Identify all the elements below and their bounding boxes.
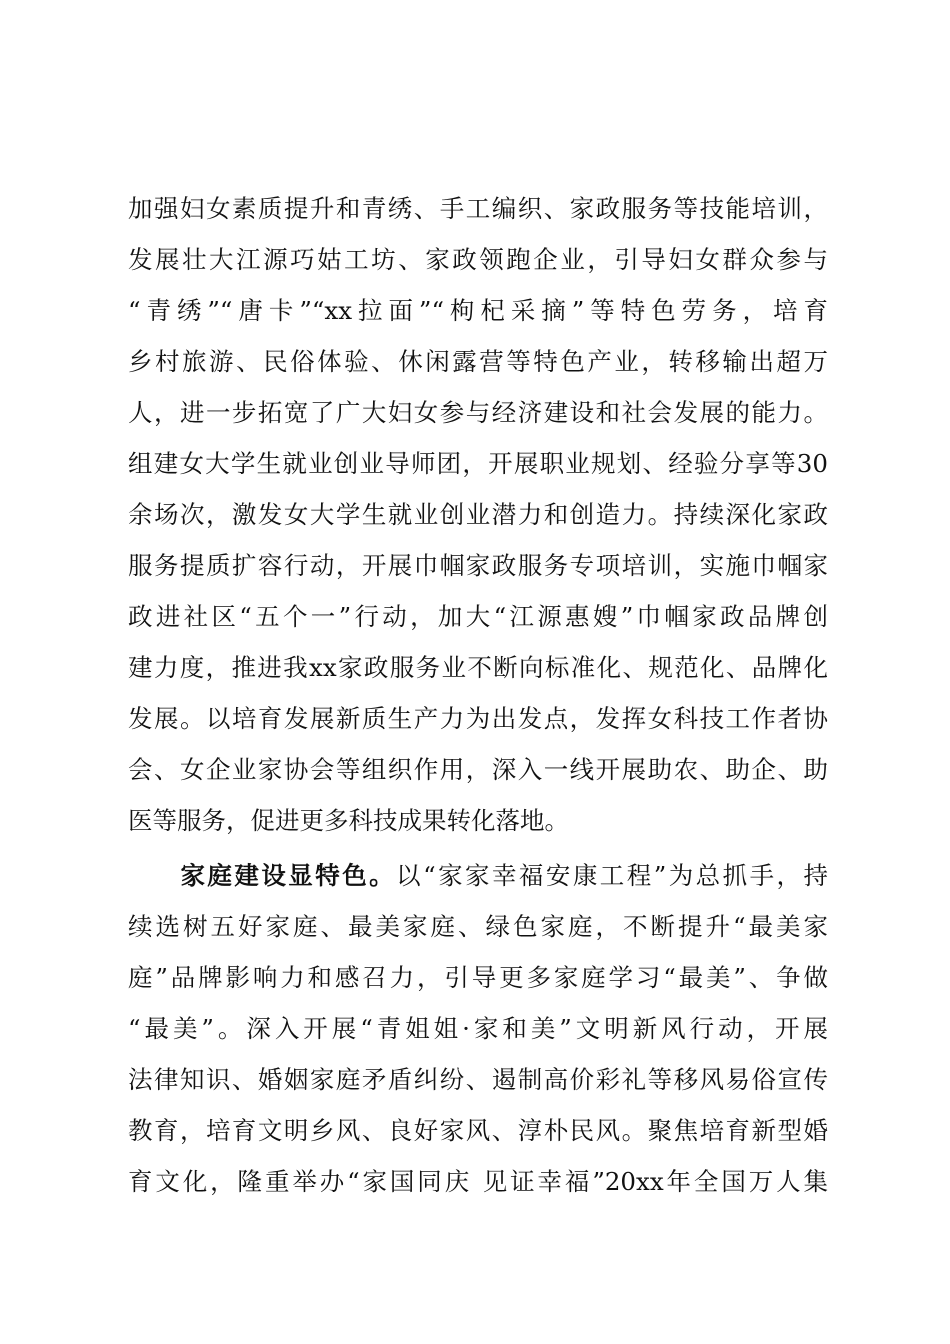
text-line: 会、女企业家协会等组织作用，深入一线开展助农、助企、助 [128,755,828,784]
text-line: 发展。以培育发展新质生产力为出发点，发挥女科技工作者协 [128,704,828,733]
text-line: 组建女大学生就业创业导师团，开展职业规划、经验分享等30 [128,449,828,478]
text-line: 余场次，激发女大学生就业创业潜力和创造力。持续深化家政 [128,500,828,529]
text-line: 庭”品牌影响力和感召力，引导更多家庭学习“最美”、争做 [128,963,828,992]
text-line: 医等服务，促进更多科技成果转化落地。 [128,806,569,835]
paragraph-1 [128,183,828,846]
text-line: 服务提质扩容行动，开展巾帼家政服务专项培训，实施巾帼家 [128,551,828,580]
text-line: 发展壮大江源巧姑工坊、家政领跑企业，引导妇女群众参与 [128,245,828,274]
document-page [128,183,828,1207]
text-line: “最美”。深入开展“青姐姐·家和美”文明新风行动，开展 [128,1014,828,1043]
text-line: 建力度，推进我xx家政服务业不断向标准化、规范化、品牌化 [128,653,828,682]
text-line: 育文化，隆重举办“家国同庆 见证幸福”20xx年全国万人集 [128,1167,828,1196]
text-line: 人，进一步拓宽了广大妇女参与经济建设和社会发展的能力。 [128,398,828,427]
paragraph-2 [128,850,828,1207]
text-segment: 以“家家幸福安康工程”为总抓手，持 [396,861,828,890]
text-line: 续选树五好家庭、最美家庭、绿色家庭，不断提升“最美家 [128,912,828,941]
text-line: 加强妇女素质提升和青绣、手工编织、家政服务等技能培训， [128,194,828,223]
section-heading: 家庭建设显特色。 [178,861,397,890]
text-line: 乡村旅游、民俗体验、休闲露营等特色产业，转移输出超万 [128,347,828,376]
text-line: “青绣”“唐卡”“xx拉面”“枸杞采摘”等特色劳务，培育 [128,296,828,325]
text-line-first [128,850,828,901]
text-line: 政进社区“五个一”行动，加大“江源惠嫂”巾帼家政品牌创 [128,602,828,631]
text-line: 教育，培育文明乡风、良好家风、淳朴民风。聚焦培育新型婚 [128,1116,828,1145]
text-line: 法律知识、婚姻家庭矛盾纠纷、遏制高价彩礼等移风易俗宣传 [128,1065,828,1094]
